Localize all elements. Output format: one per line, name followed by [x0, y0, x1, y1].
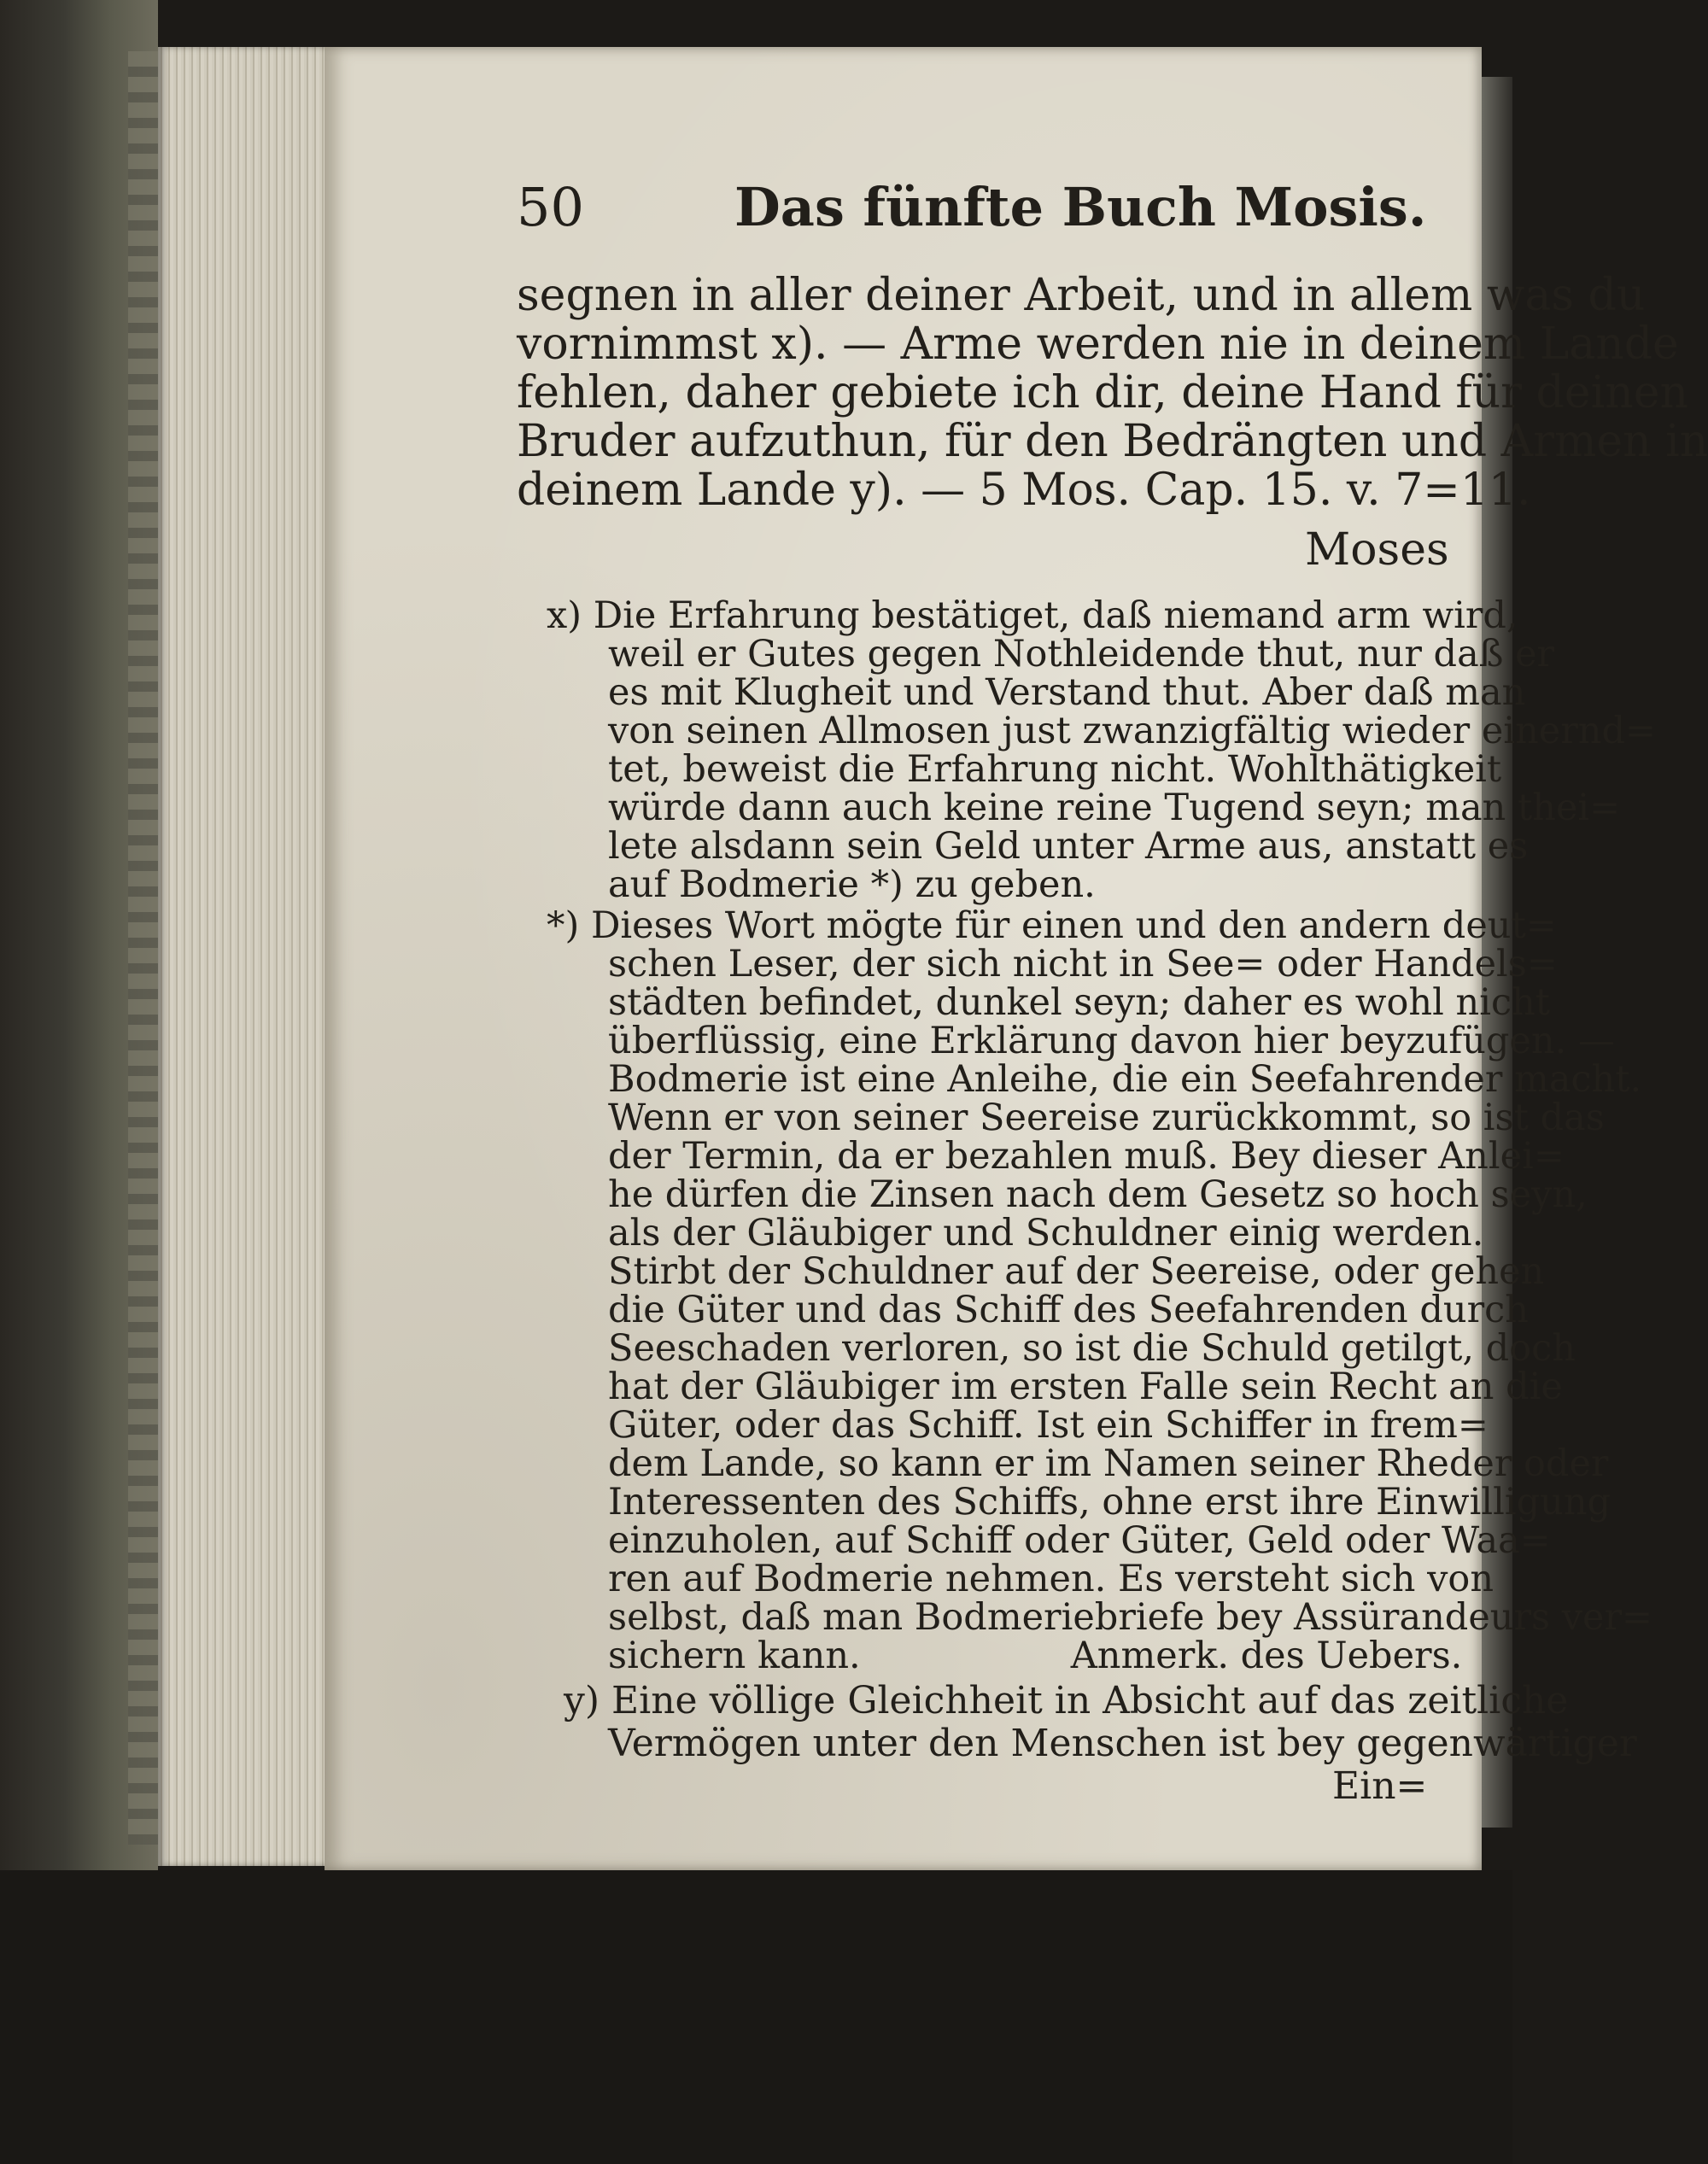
main-line: Bruder aufzuthun, für den Bedrängten und Armen in	[517, 416, 1708, 467]
spine-texture	[128, 51, 162, 1845]
background-bottom	[0, 1870, 1512, 2164]
catchword-bottom: Ein=	[1332, 1764, 1428, 1808]
footnote-star-line: städten befindet, dunkel seyn; daher es wohl nicht	[608, 981, 1551, 1024]
footnote-star-line: überflüssig, eine Erklärung davon hier beyzufügen. —	[608, 1020, 1615, 1062]
footnote-star-line: *) Dieses Wort mögte für einen und den andern deut=	[547, 904, 1557, 947]
footnote-star-line: ren auf Bodmerie nehmen. Es versteht sich von	[608, 1558, 1494, 1600]
catchword-top: Moses	[1305, 524, 1449, 576]
footnote-star-line: Seeschaden verloren, so ist die Schuld getilgt, doch	[608, 1327, 1576, 1370]
main-line: deinem Lande y). — 5 Mos. Cap. 15. v. 7=11.	[517, 465, 1531, 516]
main-line: segnen in aller deiner Arbeit, und in allem was du	[517, 270, 1646, 321]
footnote-x-line: auf Bodmerie *) zu geben.	[608, 863, 1096, 906]
footnote-star-line: Güter, oder das Schiff. Ist ein Schiffer in frem=	[608, 1404, 1489, 1447]
footnote-star-line: schen Leser, der sich nicht in See= oder Handels=	[608, 943, 1558, 985]
footnote-star-line: Stirbt der Schuldner auf der Seereise, oder gehen	[608, 1250, 1545, 1293]
footnote-star-line: Bodmerie ist eine Anleihe, die ein Seefahrender macht.	[608, 1058, 1642, 1101]
running-title: Das fünfte Buch Mosis.	[734, 176, 1427, 238]
footnote-x-line: x) Die Erfahrung bestätiget, daß niemand arm wird,	[547, 594, 1518, 637]
footnote-x-line: tet, beweist die Erfahrung nicht. Wohlthätigkeit	[608, 748, 1502, 791]
footnote-star-line: der Termin, da er bezahlen muß. Bey dieser Anlei=	[608, 1135, 1565, 1178]
footnote-star-line: als der Gläubiger und Schuldner einig werden.	[608, 1212, 1484, 1255]
footnote-star-line: Wenn er von seiner Seereise zurückkommt, so ist das	[608, 1097, 1605, 1139]
page-edge-stack	[158, 47, 329, 1866]
footnote-star-line: selbst, daß man Bodmeriebriefe bey Assürandeurs ver=	[608, 1596, 1653, 1639]
footnote-x-line: würde dann auch keine reine Tugend seyn; man thei=	[608, 787, 1621, 829]
footnote-star-line: hat der Gläubiger im ersten Falle sein Recht an die	[608, 1366, 1563, 1408]
main-line: vornimmst x). — Arme werden nie in deinem Lande	[517, 319, 1679, 370]
footnote-x-line: von seinen Allmosen just zwanzigfältig wieder einernd=	[608, 710, 1657, 752]
footnote-star-line: sichern kann. Anmerk. des Uebers.	[608, 1635, 1463, 1677]
main-line: fehlen, daher gebiete ich dir, deine Hand für deinen	[517, 367, 1688, 418]
footnote-star-line: Interessenten des Schiffs, ohne erst ihre Einwilligung	[608, 1481, 1611, 1524]
footnote-star-line: dem Lande, so kann er im Namen seiner Rheder oder	[608, 1442, 1609, 1485]
footnote-x-line: weil er Gutes gegen Nothleidende thut, nur daß er	[608, 633, 1555, 676]
footnote-y-line: Vermögen unter den Menschen ist bey gegenwärtiger	[608, 1722, 1637, 1765]
footnote-y-line: y) Eine völlige Gleichheit in Absicht auf das zeitliche	[564, 1679, 1569, 1722]
footnote-x-line: lete alsdann sein Geld unter Arme aus, anstatt es	[608, 825, 1529, 868]
footnote-star-line: he dürfen die Zinsen nach dem Gesetz so hoch seyn,	[608, 1173, 1588, 1216]
footnote-star-line: die Güter und das Schiff des Seefahrenden durch	[608, 1289, 1529, 1331]
footnote-star-line: einzuholen, auf Schiff oder Güter, Geld oder Waa=	[608, 1519, 1551, 1562]
page-number: 50	[517, 176, 584, 238]
footnote-x-line: es mit Klugheit und Verstand thut. Aber daß man	[608, 671, 1526, 714]
